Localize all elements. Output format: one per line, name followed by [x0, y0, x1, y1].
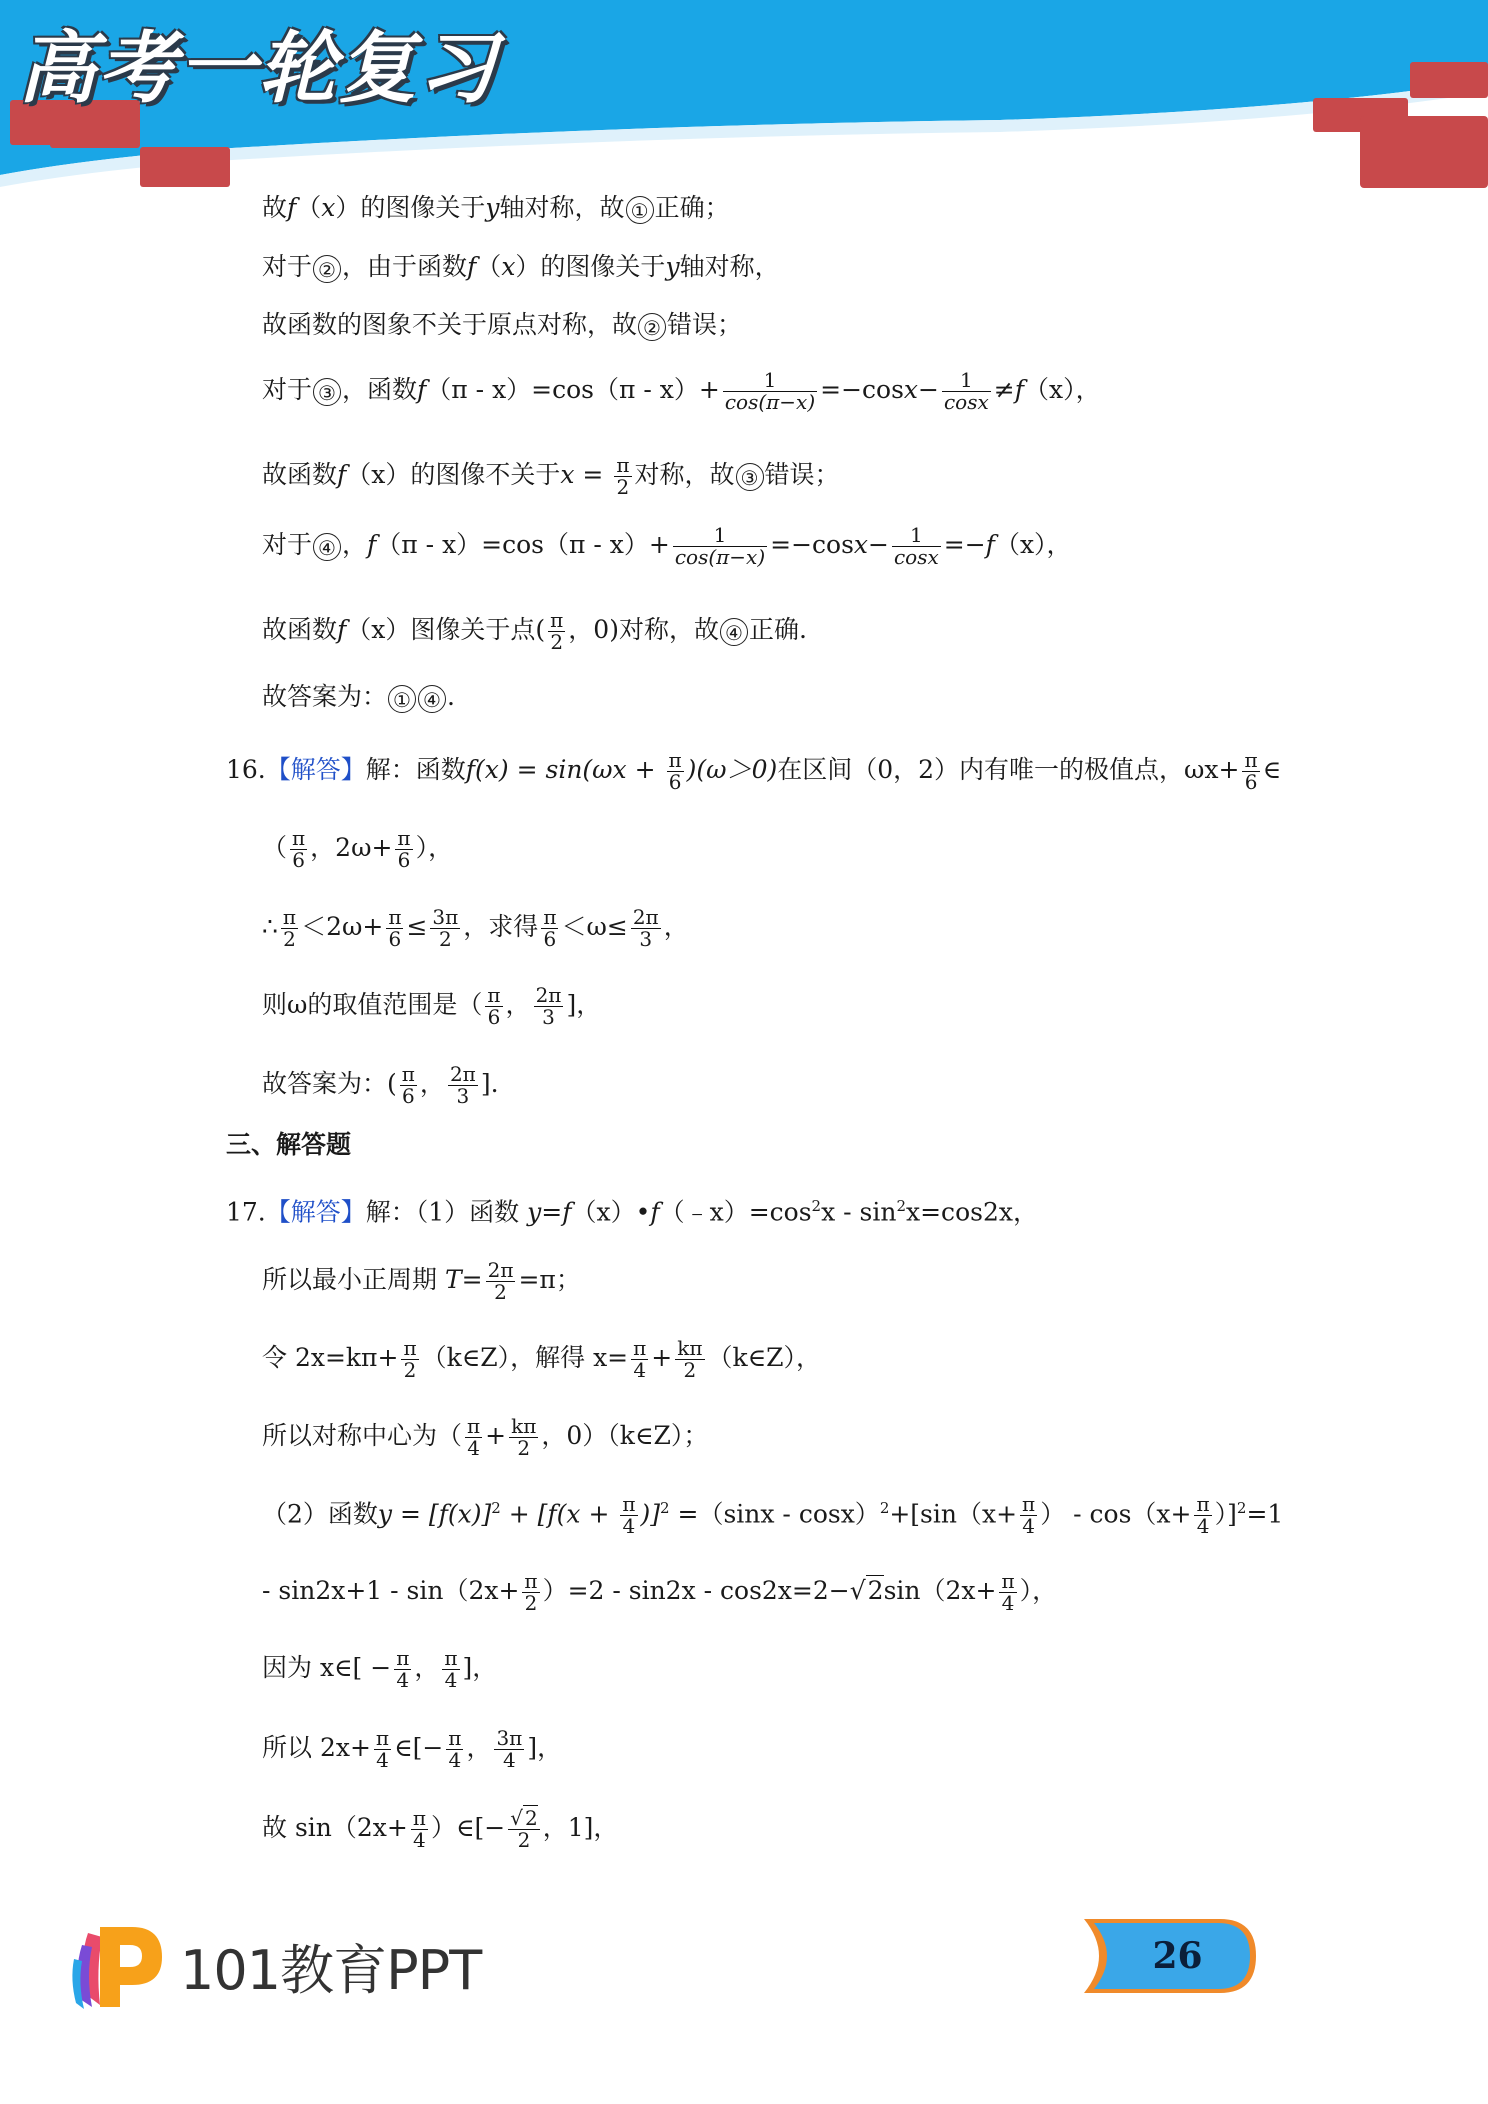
line-22: 故 sin（2x+ $\frac{\pi}{4}$ ）∈[− $\frac{√ 2}{2}$ ，1]，	[262, 1806, 619, 1852]
line-7: 故函数f（x）图像关于点( $\frac{\pi}{2}$ ，0)对称，故 ④ 正确.	[262, 608, 807, 654]
fraction: $\frac{3\pi}{2}$	[432, 905, 459, 951]
fraction: $\frac{2\pi}{2}$	[487, 1258, 514, 1304]
line-2: 对于 ② ，由于函数f（x）的图像关于y轴对称，	[262, 252, 780, 282]
line-12: 则ω的取值范围是（ $\frac{\pi}{6}$ ， $\frac{2\pi}{3}$ ]，	[262, 983, 602, 1029]
line-5: 故函数f（x）的图像不关于x = $\frac{\pi}{2}$ 对称，故 ③ 错误；	[262, 453, 840, 499]
fraction: $\frac{\pi}{6}$	[1244, 748, 1258, 794]
section-heading: 三、解答题	[226, 1130, 352, 1159]
fraction: $\frac{1}{\cos x}$	[893, 523, 939, 569]
circled-number: ④	[418, 685, 446, 713]
brand-logo-icon	[70, 1915, 170, 2015]
fraction: $\frac{1}{\cos(\pi-x)}$	[724, 368, 816, 414]
fraction: $\frac{\pi}{2}$	[616, 453, 630, 499]
sqrt-symbol: √	[510, 1806, 523, 1830]
circled-number: ②	[313, 255, 341, 283]
fraction: $\frac{\pi}{4}$	[412, 1806, 426, 1852]
footer-brand: 101教育PPT	[180, 1939, 482, 2002]
fraction: $\frac{2\pi}{3}$	[535, 983, 562, 1029]
fraction: $\frac{\pi}{4}$	[396, 1646, 410, 1692]
line-9: 16.【解答】解：函数f(x) = sin(ωx + $\frac{\pi}{6}$ )(ω＞0)在区间（0，2）内有唯一的极值点，ωx+ $\frac{\pi}{6}$ ∈	[226, 748, 1282, 794]
line-21: 所以 2x+ $\frac{\pi}{4}$ ∈[− $\frac{\pi}{4}$ ， $\frac{3\pi}{4}$ ]，	[262, 1726, 563, 1772]
fraction: $\frac{\pi}{4}$	[622, 1492, 636, 1539]
line-17: 所以对称中心为（ $\frac{\pi}{4}$ + $\frac{k\pi}{2}$ ，0）（k∈Z）；	[262, 1414, 709, 1460]
circled-number: ④	[720, 618, 748, 646]
fraction: $\frac{k\pi}{2}$	[677, 1336, 703, 1382]
fraction: $\frac{1}{\cos(\pi-x)}$	[674, 523, 766, 569]
fraction: $\frac{\pi}{4}$	[1196, 1492, 1210, 1539]
page-number: 26	[1152, 1935, 1203, 1977]
circled-number: ③	[736, 463, 764, 491]
fraction: $\frac{\pi}{6}$	[543, 905, 557, 951]
circled-number: ②	[638, 313, 666, 341]
fraction: $\frac{\pi}{2}$	[550, 608, 564, 654]
circled-number: ①	[388, 685, 416, 713]
fraction: $\frac{\pi}{4}$	[467, 1414, 481, 1460]
fraction: $\frac{√ 2}{2}$	[510, 1806, 538, 1852]
fraction: $\frac{\pi}{4}$	[1001, 1569, 1015, 1615]
fraction: $\frac{\pi}{4}$	[1022, 1492, 1036, 1539]
line-16: 令 2x=kπ+ $\frac{\pi}{2}$ （k∈Z），解得 x= $\frac{\pi}{4}$ + $\frac{k\pi}{2}$ （k∈Z），	[262, 1336, 822, 1382]
line-19: - sin2x+1 - sin（2x+ $\frac{\pi}{2}$ ）=2 - sin2x - cos2x=2−√2sin（2x+ $\frac{\pi}{4}$ ），	[262, 1569, 1058, 1615]
fraction: $\frac{\pi}{4}$	[444, 1646, 458, 1692]
fraction: $\frac{1}{\cos x}$	[943, 368, 989, 414]
answer-tag: 【解答】	[265, 1197, 366, 1227]
line-1: 故f（x）的图像关于y轴对称，故 ① 正确；	[262, 193, 730, 223]
fraction: $\frac{\pi}{6}$	[401, 1062, 415, 1108]
line-14: 17.【解答】解：（1）函数 $y=f(x)•f(﹣x)=\cos^2x - \sin^2x=\cos 2x$，	[226, 1197, 1038, 1227]
circled-number: ④	[313, 533, 341, 561]
fraction: $\frac{\pi}{4}$	[375, 1726, 390, 1772]
fraction: $\frac{\pi}{2}$	[282, 905, 297, 951]
fraction: $\frac{\pi}{6}$	[487, 983, 501, 1029]
line-3: 故函数的图象不关于原点对称，故 ② 错误；	[262, 310, 743, 340]
fraction: $\frac{2\pi}{3}$	[632, 905, 659, 951]
line-18: （2）函数$y = [f(x)]^2 + [f(x$ + $\frac{\pi}{4}$ )]$^2$ =（sinx - cosx）$^2$+[sin（x+ $\frac{\pi}{4}$ ） - cos（x+ $\frac{\pi}{4}$ ）]$^2$=1	[262, 1492, 1284, 1539]
line-20: 因为 x∈[ − $\frac{\pi}{4}$ ， $\frac{\pi}{4}$ ]，	[262, 1646, 498, 1692]
line-11: ∴ $\frac{\pi}{2}$ ＜2ω+ $\frac{\pi}{6}$ ≤ $\frac{3\pi}{2}$ ，求得 $\frac{\pi}{6}$ ＜ω≤ $\frac{2\pi}{3}$ ，	[262, 905, 689, 951]
fraction: $\frac{3\pi}{4}$	[496, 1726, 523, 1772]
sqrt-symbol: √	[849, 1576, 866, 1605]
line-15: 所以最小正周期 T= $\frac{2\pi}{2}$ =π；	[262, 1258, 581, 1304]
line-4: 对于 ③ ，函数f（π - x）=cos（π - x）+ $\frac{1}{\cos(\pi-x)}$ =−cosx− $\frac{1}{\cos x}$ ≠f（x），	[262, 368, 1101, 414]
line-13: 故答案为：( $\frac{\pi}{6}$ ， $\frac{2\pi}{3}$ ].	[262, 1062, 499, 1108]
fraction: $\frac{2\pi}{3}$	[449, 1062, 476, 1108]
banner-title: 高考一轮复习	[18, 24, 499, 114]
circled-number: ③	[313, 378, 341, 406]
fraction: $\frac{\pi}{6}$	[292, 826, 306, 872]
circled-number: ①	[626, 196, 654, 224]
line-10: （ $\frac{\pi}{6}$ ，2ω+ $\frac{\pi}{6}$ ），	[262, 826, 454, 872]
line-6: 对于 ④ ，f（π - x）=cos（π - x）+ $\frac{1}{\cos(\pi-x)}$ =−cosx− $\frac{1}{\cos x}$ =−f（x），	[262, 523, 1072, 569]
fraction: $\frac{\pi}{2}$	[524, 1569, 538, 1615]
answer-tag: 【解答】	[265, 755, 366, 784]
fraction: $\frac{\pi}{6}$	[397, 826, 411, 872]
fraction: $\frac{\pi}{6}$	[388, 905, 402, 951]
fraction: $\frac{\pi}{4}$	[633, 1336, 647, 1382]
fraction: $\frac{\pi}{2}$	[403, 1336, 417, 1382]
fraction: $\frac{k\pi}{2}$	[511, 1414, 537, 1460]
line-8: 故答案为： ① ④ .	[262, 682, 455, 712]
fraction: $\frac{\pi}{6}$	[668, 748, 682, 794]
fraction: $\frac{\pi}{4}$	[448, 1726, 462, 1772]
